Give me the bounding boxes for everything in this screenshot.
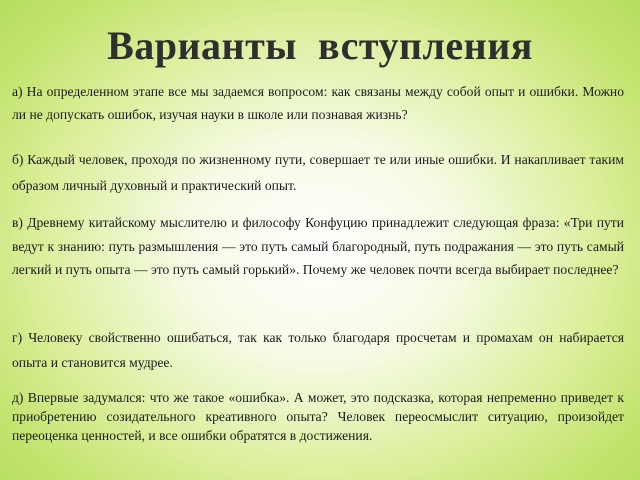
option-a-paragraph: а) На определенном этапе все мы задаемся вопросом: как связаны между собой опыт и ошибки. Можно ли не допускать ошибок, изучая науки в школе или познавая жизнь? [12,84,624,122]
option-c-paragraph: в) Древнему китайскому мыслителю и философу Конфуцию принадлежит следующая фраза: «Три пути ведут к знанию: путь размышления — это путь самый благородный, путь подражания — это путь самый легкий и путь опыта — это путь самый горький». Почему же человек почти всегда выбирает последнее? [12,215,624,277]
slide-title: Варианты вступления [107,23,533,68]
option-d-paragraph: г) Человеку свойственно ошибаться, так как только благодаря просчетам и промахам он набирается опыта и становится мудрее. [12,330,624,370]
option-e-paragraph: д) Впервые задумался: что же такое «ошибка». А может, это подсказка, которая непременно приведет к приобретению созидательного креативного опыта? Человек переосмыслит ситуацию, произойдет переоценка ценностей, и все ошибки обратятся в достижения. [12,390,624,443]
option-b-paragraph: б) Каждый человек, проходя по жизненному пути, совершает те или иные ошибки. И накапливает таким образом личный духовный и практический опыт. [12,152,624,193]
